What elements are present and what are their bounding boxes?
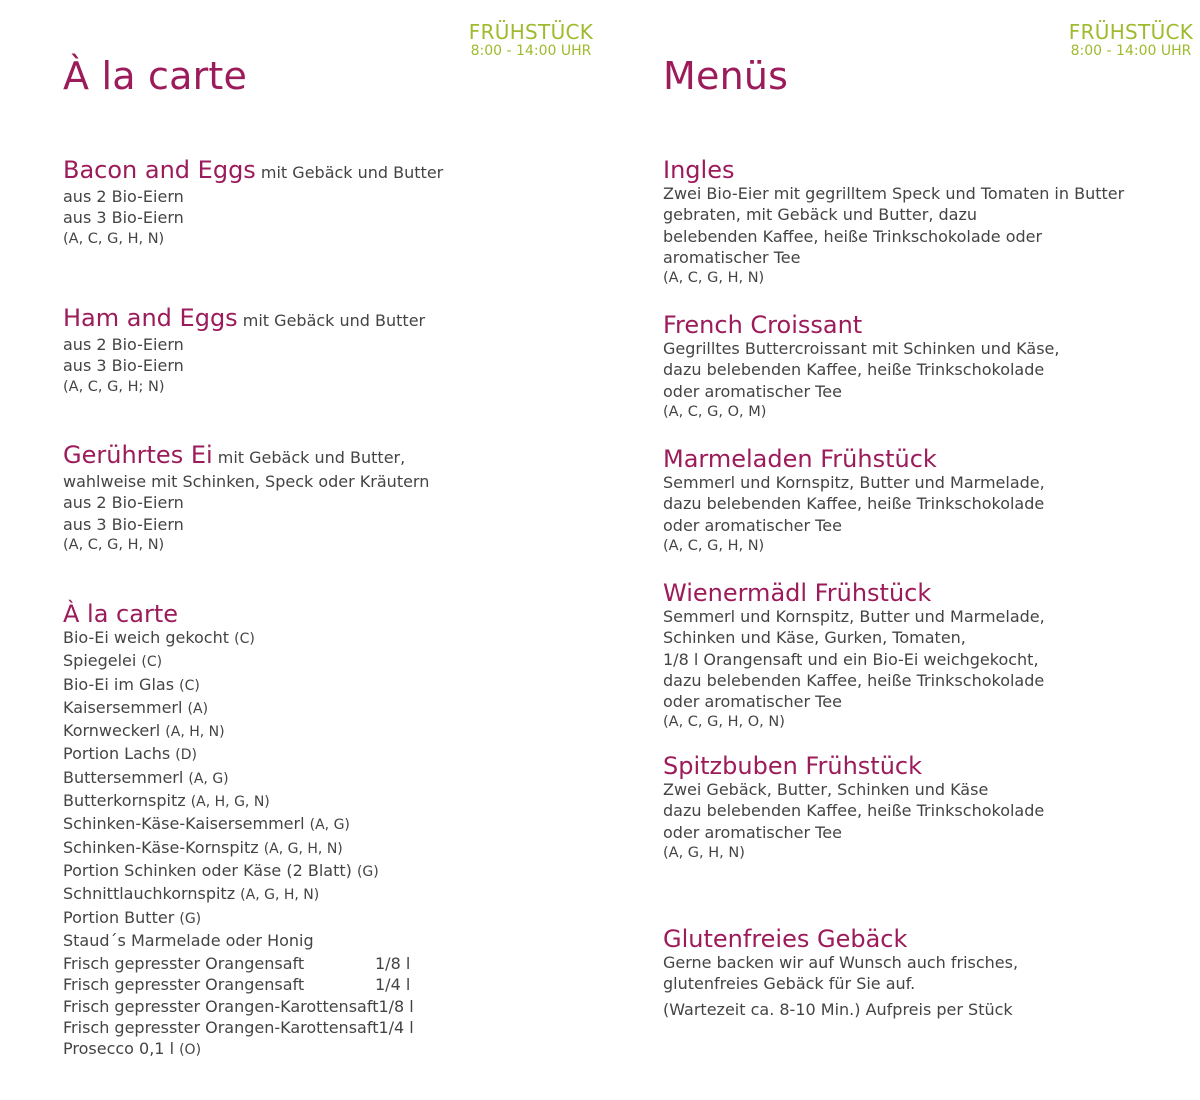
menu-item-wienermaedl-fruehstueck: [663, 580, 1183, 734]
badge-title: FRÜHSTÜCK: [1068, 20, 1194, 44]
allergen-codes: (C): [141, 654, 163, 671]
allergen-codes: (A, H, N): [165, 724, 225, 741]
menu-item-ham-and-eggs: [63, 305, 583, 398]
item-line: Zwei Bio-Eier mit gegrilltem Speck und Tomaten in Butter: [663, 184, 1125, 203]
allergen-codes: (A, C, G, H, N): [63, 536, 165, 553]
allergen-codes: (A, C, G, H, N): [63, 230, 165, 247]
item-heading: Marmeladen Frühstück: [663, 445, 937, 473]
item-line: oder aromatischer Tee: [663, 822, 842, 842]
allergen-codes: (A, C, G, H; N): [63, 378, 165, 395]
item-line: 1/8 l Orangensaft und ein Bio-Ei weichgekocht,: [663, 649, 1039, 669]
allergen-codes: (A, C, G, H, N): [663, 537, 765, 554]
page-title: Menüs: [663, 54, 789, 98]
breakfast-hours-badge: [436, 22, 626, 58]
item-name: Bacon and Eggs: [63, 156, 256, 184]
allergen-codes: (G): [179, 910, 202, 927]
item-line: aus 2 Bio-Eiern: [63, 335, 184, 354]
item-heading: [63, 157, 583, 186]
allergen-codes: (A, H, G, N): [190, 794, 270, 811]
item-line: belebenden Kaffee, heiße Trinkschokolade oder: [663, 226, 1043, 246]
list-item: Prosecco 0,1 l (O): [63, 1039, 202, 1059]
list-item: Kaisersemmerl (A): [63, 697, 209, 717]
list-item: Spiegelei (C): [63, 651, 163, 671]
breakfast-hours-badge: [1036, 22, 1200, 58]
item-name: Gerührtes Ei: [63, 441, 213, 469]
item-name: Ham and Eggs: [63, 304, 238, 332]
right-page: [600, 0, 1200, 1100]
drink-item: Frisch gepresster Orangensaft 1/4 l: [63, 975, 411, 995]
list-item: Schnittlauchkornspitz (A, G, H, N): [63, 884, 320, 904]
item-line: dazu belebenden Kaffee, heiße Trinkschokolade: [663, 801, 1045, 821]
list-item: Kornweckerl (A, H, N): [63, 721, 225, 741]
menu-item-marmeladen-fruehstueck: [663, 446, 1183, 557]
list-item: Portion Schinken oder Käse (2 Blatt) (G): [63, 860, 379, 880]
item-note: mit Gebäck und Butter: [255, 163, 444, 182]
item-line: aus 2 Bio-Eiern: [63, 493, 184, 513]
allergen-codes: (A, G, H, N): [263, 840, 343, 857]
item-line: aus 2 Bio-Eiern: [63, 187, 184, 206]
item-line: wahlweise mit Schinken, Speck oder Kräutern: [63, 472, 430, 491]
menu-item-scrambled-egg: [63, 442, 583, 556]
item-heading: [63, 442, 583, 471]
item-line: dazu belebenden Kaffee, heiße Trinkschokolade: [663, 360, 1045, 380]
list-item: Portion Butter (G): [63, 907, 202, 927]
item-heading: Wienermädl Frühstück: [663, 579, 932, 607]
item-line: Semmerl und Kornspitz, Butter und Marmelade,: [663, 607, 1045, 626]
item-heading: [63, 305, 583, 334]
list-item: Buttersemmerl (A, G): [63, 767, 229, 787]
item-note: mit Gebäck und Butter: [237, 311, 426, 330]
item-note: mit Gebäck und Butter,: [212, 448, 406, 467]
allergen-codes: (A, G): [309, 817, 350, 834]
item-line: Gegrilltes Buttercroissant mit Schinken und Käse,: [663, 339, 1060, 358]
item-heading: French Croissant: [663, 311, 863, 339]
item-heading: Ingles: [663, 156, 735, 184]
item-line: aus 3 Bio-Eiern: [63, 356, 184, 376]
allergen-codes: (C): [179, 677, 200, 694]
list-item: Bio-Ei weich gekocht (C): [63, 628, 255, 647]
allergen-codes: (A, C, G, H, N): [663, 270, 765, 287]
drink-size: 1/4 l: [378, 1018, 414, 1038]
item-heading: Spitzbuben Frühstück: [663, 752, 922, 780]
gluten-free-note: [663, 926, 1183, 1020]
item-line: Semmerl und Kornspitz, Butter und Marmelade,: [663, 473, 1045, 492]
menu-item-ingles: [663, 157, 1183, 289]
menu-item-french-croissant: [663, 312, 1183, 423]
item-line: aus 3 Bio-Eiern: [63, 514, 184, 534]
page-title: À la carte: [63, 54, 248, 98]
allergen-codes: (A, G, H, N): [240, 887, 320, 904]
item-line: dazu belebenden Kaffee, heiße Trinkschokolade: [663, 494, 1045, 514]
item-line: glutenfreies Gebäck für Sie auf.: [663, 974, 916, 994]
allergen-codes: (O): [179, 1042, 202, 1059]
list-item: Butterkornspitz (A, H, G, N): [63, 791, 270, 811]
allergen-codes: (A): [187, 700, 209, 717]
item-line: oder aromatischer Tee: [663, 515, 842, 535]
badge-hours: 8:00 - 14:00 UHR: [470, 43, 592, 59]
a-la-carte-list: [63, 601, 583, 1062]
menu-item-spitzbuben-fruehstueck: [663, 753, 1183, 864]
item-line: oder aromatischer Tee: [663, 381, 842, 401]
item-line: (Wartezeit ca. 8-10 Min.) Aufpreis per Stück: [663, 999, 1013, 1019]
section-heading: À la carte: [63, 600, 178, 628]
allergen-codes: (A, G): [188, 770, 229, 787]
item-line: aromatischer Tee: [663, 247, 801, 267]
menu-item-bacon-and-eggs: [63, 157, 583, 250]
list-item: Schinken-Käse-Kaisersemmerl (A, G): [63, 814, 350, 834]
allergen-codes: (D): [175, 747, 197, 764]
drink-item: Frisch gepresster Orangen-Karottensaft 1/8 l: [63, 996, 414, 1016]
drink-size: 1/4 l: [375, 975, 411, 995]
list-item: Portion Lachs (D): [63, 744, 197, 764]
item-line: Schinken und Käse, Gurken, Tomaten,: [663, 628, 966, 648]
item-line: oder aromatischer Tee: [663, 692, 842, 712]
allergen-codes: (G): [356, 863, 379, 880]
item-line: gebraten, mit Gebäck und Butter, dazu: [663, 205, 977, 225]
item-line: Zwei Gebäck, Butter, Schinken und Käse: [663, 780, 989, 799]
badge-title: FRÜHSTÜCK: [468, 20, 594, 44]
drink-size: 1/8 l: [375, 954, 411, 974]
item-line: dazu belebenden Kaffee, heiße Trinkschokolade: [663, 670, 1045, 690]
allergen-codes: (A, C, G, O, M): [663, 403, 767, 420]
item-line: aus 3 Bio-Eiern: [63, 208, 184, 228]
list-item: Bio-Ei im Glas (C): [63, 674, 200, 694]
list-item: Schinken-Käse-Kornspitz (A, G, H, N): [63, 837, 343, 857]
item-heading: Glutenfreies Gebäck: [663, 925, 908, 953]
drink-size: 1/8 l: [378, 996, 414, 1016]
drink-item: Frisch gepresster Orangen-Karottensaft 1/4 l: [63, 1018, 414, 1038]
drink-item: Frisch gepresster Orangensaft 1/8 l: [63, 954, 411, 974]
item-line: Gerne backen wir auf Wunsch auch frisches,: [663, 953, 1019, 972]
list-item: Staud´s Marmelade oder Honig: [63, 930, 314, 950]
allergen-codes: (A, G, H, N): [663, 844, 745, 861]
badge-hours: 8:00 - 14:00 UHR: [1070, 43, 1192, 59]
allergen-codes: (A, C, G, H, O, N): [663, 714, 785, 731]
allergen-codes: (C): [234, 631, 255, 647]
